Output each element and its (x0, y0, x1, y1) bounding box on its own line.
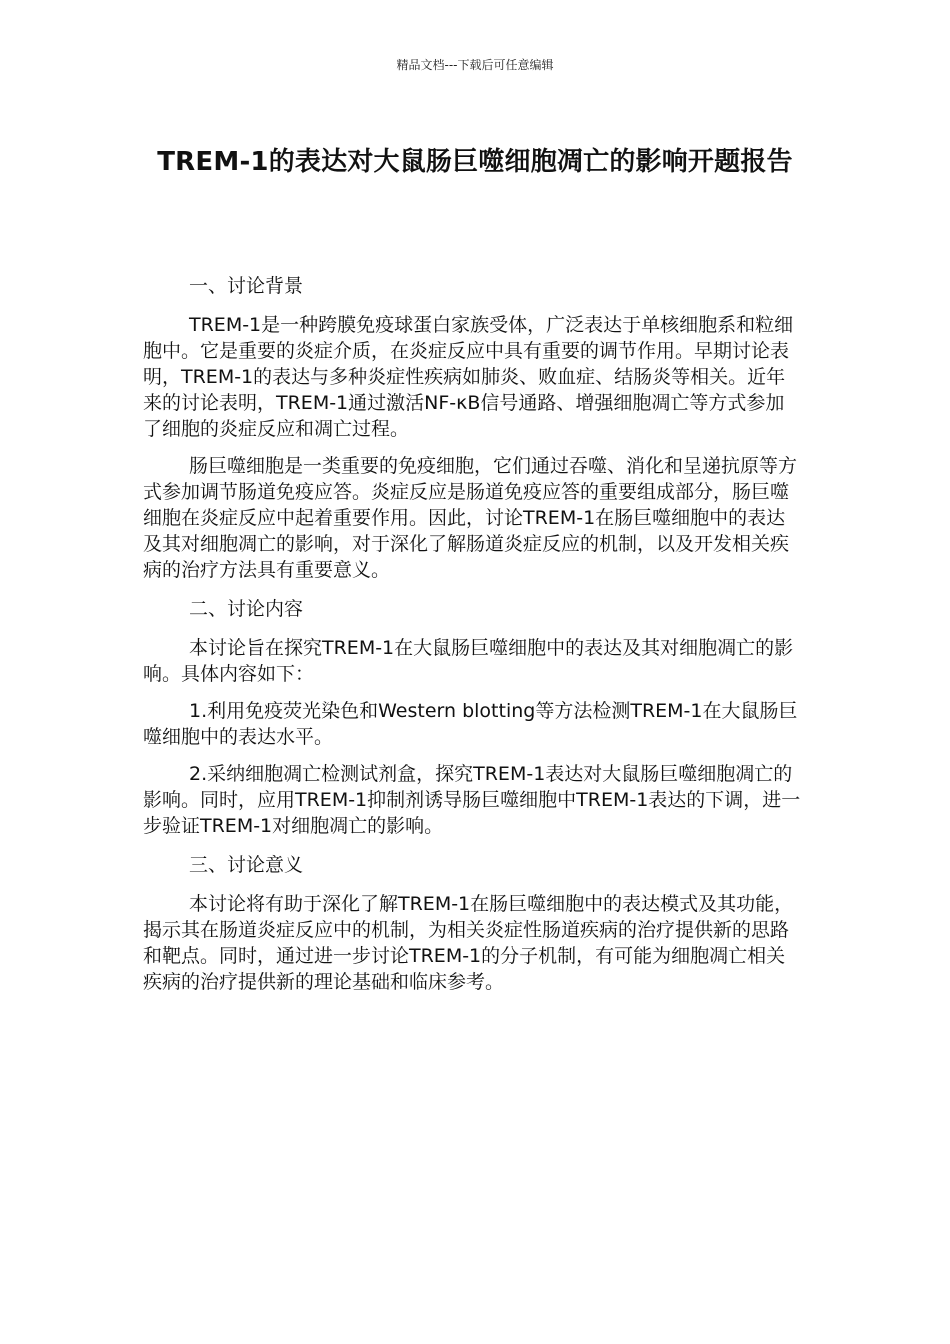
document-body (143, 271, 803, 1006)
document-title: TREM-1的表达对大鼠肠巨噬细胞凋亡的影响开题报告 (157, 147, 793, 177)
list-item: 1.利用免疫荧光染色和Western blotting等方法检测TREM-1在大鼠肠巨噬细胞中的表达水平。 (143, 700, 798, 748)
paragraph: TREM-1是一种跨膜免疫球蛋白家族受体，广泛表达于单核细胞系和粒细胞中。它是重要的炎症介质，在炎症反应中具有重要的调节作用。早期讨论表明，TREM-1的表达与多种炎症性疾病如肺炎、败血症、结肠炎等相关。近年来的讨论表明，TREM-1通过激活NF-κB信号通路、增强细胞凋亡等方式参加了细胞的炎症反应和凋亡过程。 (143, 314, 794, 440)
header-note: 精品文档---下载后可任意编辑 (396, 58, 554, 72)
section-heading-content: 二、讨论内容 (189, 598, 304, 620)
paragraph: 本讨论旨在探究TREM-1在大鼠肠巨噬细胞中的表达及其对细胞凋亡的影响。具体内容如下： (143, 637, 794, 685)
paragraph: 本讨论将有助于深化了解TREM-1在肠巨噬细胞中的表达模式及其功能，揭示其在肠道炎症反应中的机制，为相关炎症性肠道疾病的治疗提供新的思路和靶点。同时，通过进一步讨论TREM-1的分子机制，有可能为细胞凋亡相关疾病的治疗提供新的理论基础和临床参考。 (143, 893, 794, 993)
list-item: 2.采纳细胞凋亡检测试剂盒，探究TREM-1表达对大鼠肠巨噬细胞凋亡的影响。同时，应用TREM-1抑制剂诱导肠巨噬细胞中TREM-1表达的下调，进一步验证TREM-1对细胞凋亡的影响。 (143, 763, 801, 837)
paragraph: 肠巨噬细胞是一类重要的免疫细胞，它们通过吞噬、消化和呈递抗原等方式参加调节肠道免疫应答。炎症反应是肠道免疫应答的重要组成部分，肠巨噬细胞在炎症反应中起着重要作用。因此，讨论TREM-1在肠巨噬细胞中的表达及其对细胞凋亡的影响，对于深化了解肠道炎症反应的机制，以及开发相关疾病的治疗方法具有重要意义。 (143, 455, 798, 581)
section-heading-significance: 三、讨论意义 (189, 854, 304, 876)
section-heading-background: 一、讨论背景 (189, 275, 304, 297)
